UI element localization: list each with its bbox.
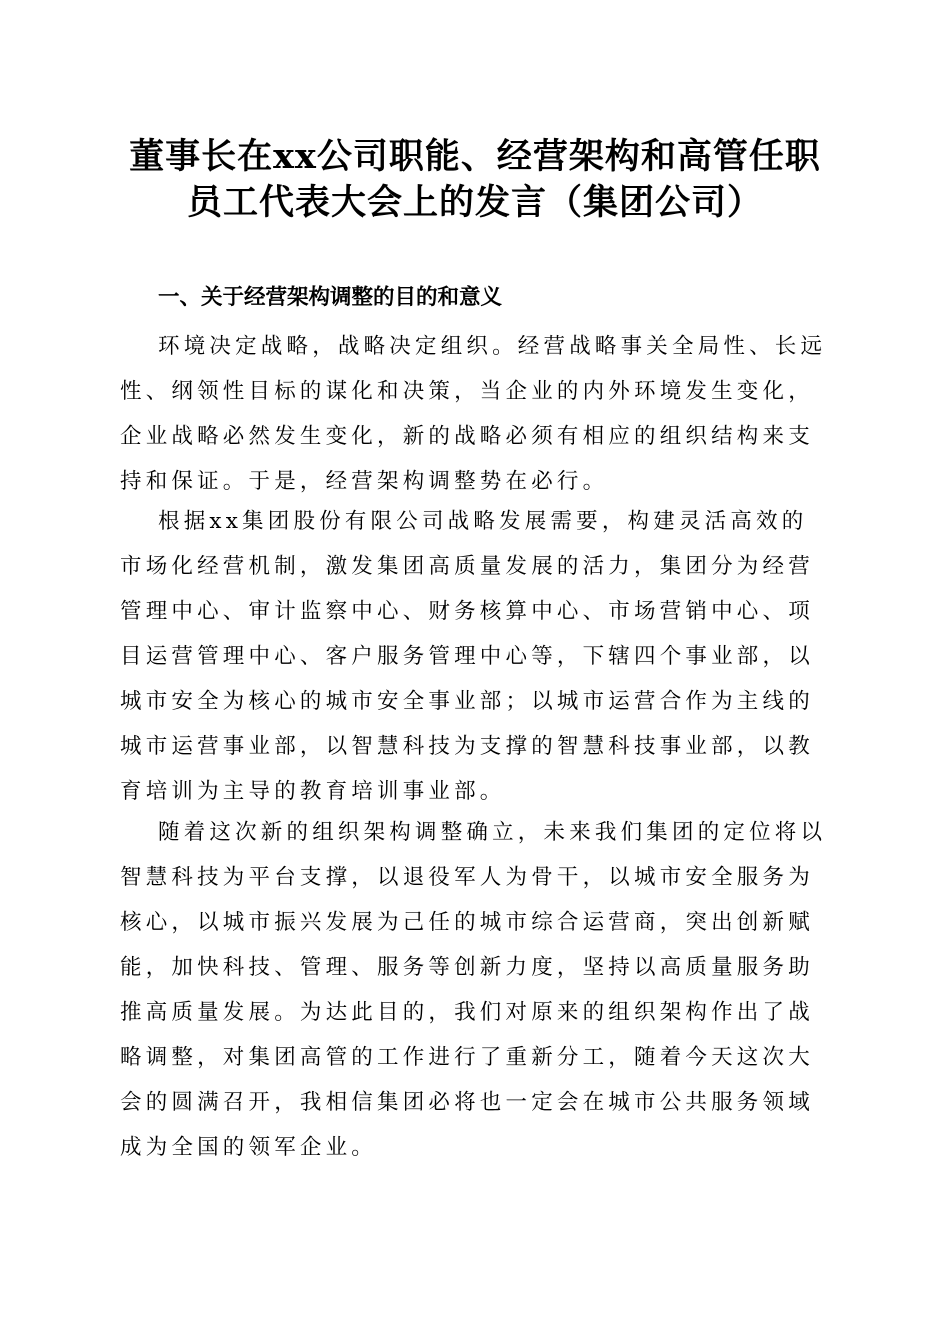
title-line-1: 董事长在xx公司职能、经营架构和高管任职 (129, 136, 821, 177)
paragraph-3 (120, 810, 832, 1170)
section-heading: 一、关于经营架构调整的目的和意义 (158, 285, 503, 310)
paragraph-line: 管理中心、审计监察中心、财务核算中心、市场营销中心、项 (120, 599, 814, 624)
paragraph-line: 核心，以城市振兴发展为己任的城市综合运营商，突出创新赋 (120, 910, 814, 935)
title-line-2: 员工代表大会上的发言（集团公司） (186, 182, 763, 223)
paragraph-line: 成为全国的领军企业。 (120, 1135, 378, 1160)
paragraph-line: 环境决定战略，战略决定组织。经营战略事关全局性、长远 (158, 334, 827, 359)
paragraph-line: 能，加快科技、管理、服务等创新力度，坚持以高质量服务助 (120, 955, 814, 980)
paragraph-line: 推高质量发展。为达此目的，我们对原来的组织架构作出了战 (120, 1000, 814, 1025)
paragraph-1 (120, 324, 832, 504)
paragraph-line: 目运营管理中心、客户服务管理中心等，下辖四个事业部，以 (120, 644, 814, 669)
paragraph-line: 随着这次新的组织架构调整确立，未来我们集团的定位将以 (158, 820, 827, 845)
paragraph-line: 企业战略必然发生变化，新的战略必须有相应的组织结构来支 (120, 424, 814, 449)
paragraph-line: 智慧科技为平台支撑，以退役军人为骨干，以城市安全服务为 (120, 865, 814, 890)
paragraph-line: 城市运营事业部，以智慧科技为支撑的智慧科技事业部，以教 (120, 734, 814, 759)
paragraph-2 (120, 499, 832, 814)
paragraph-line: 持和保证。于是，经营架构调整势在必行。 (120, 469, 609, 494)
paragraph-line: 会的圆满召开，我相信集团必将也一定会在城市公共服务领域 (120, 1090, 814, 1115)
paragraph-line: 市场化经营机制，激发集团高质量发展的活力，集团分为经营 (120, 554, 814, 579)
paragraph-line: 略调整，对集团高管的工作进行了重新分工，随着今天这次大 (120, 1045, 814, 1070)
document-title (100, 134, 850, 226)
paragraph-line: 城市安全为核心的城市安全事业部；以城市运营合作为主线的 (120, 689, 814, 714)
paragraph-line: 性、纲领性目标的谋化和决策，当企业的内外环境发生变化， (120, 379, 814, 404)
paragraph-line: 育培训为主导的教育培训事业部。 (120, 779, 506, 804)
paragraph-line: 根据xx集团股份有限公司战略发展需要，构建灵活高效的 (158, 509, 808, 534)
